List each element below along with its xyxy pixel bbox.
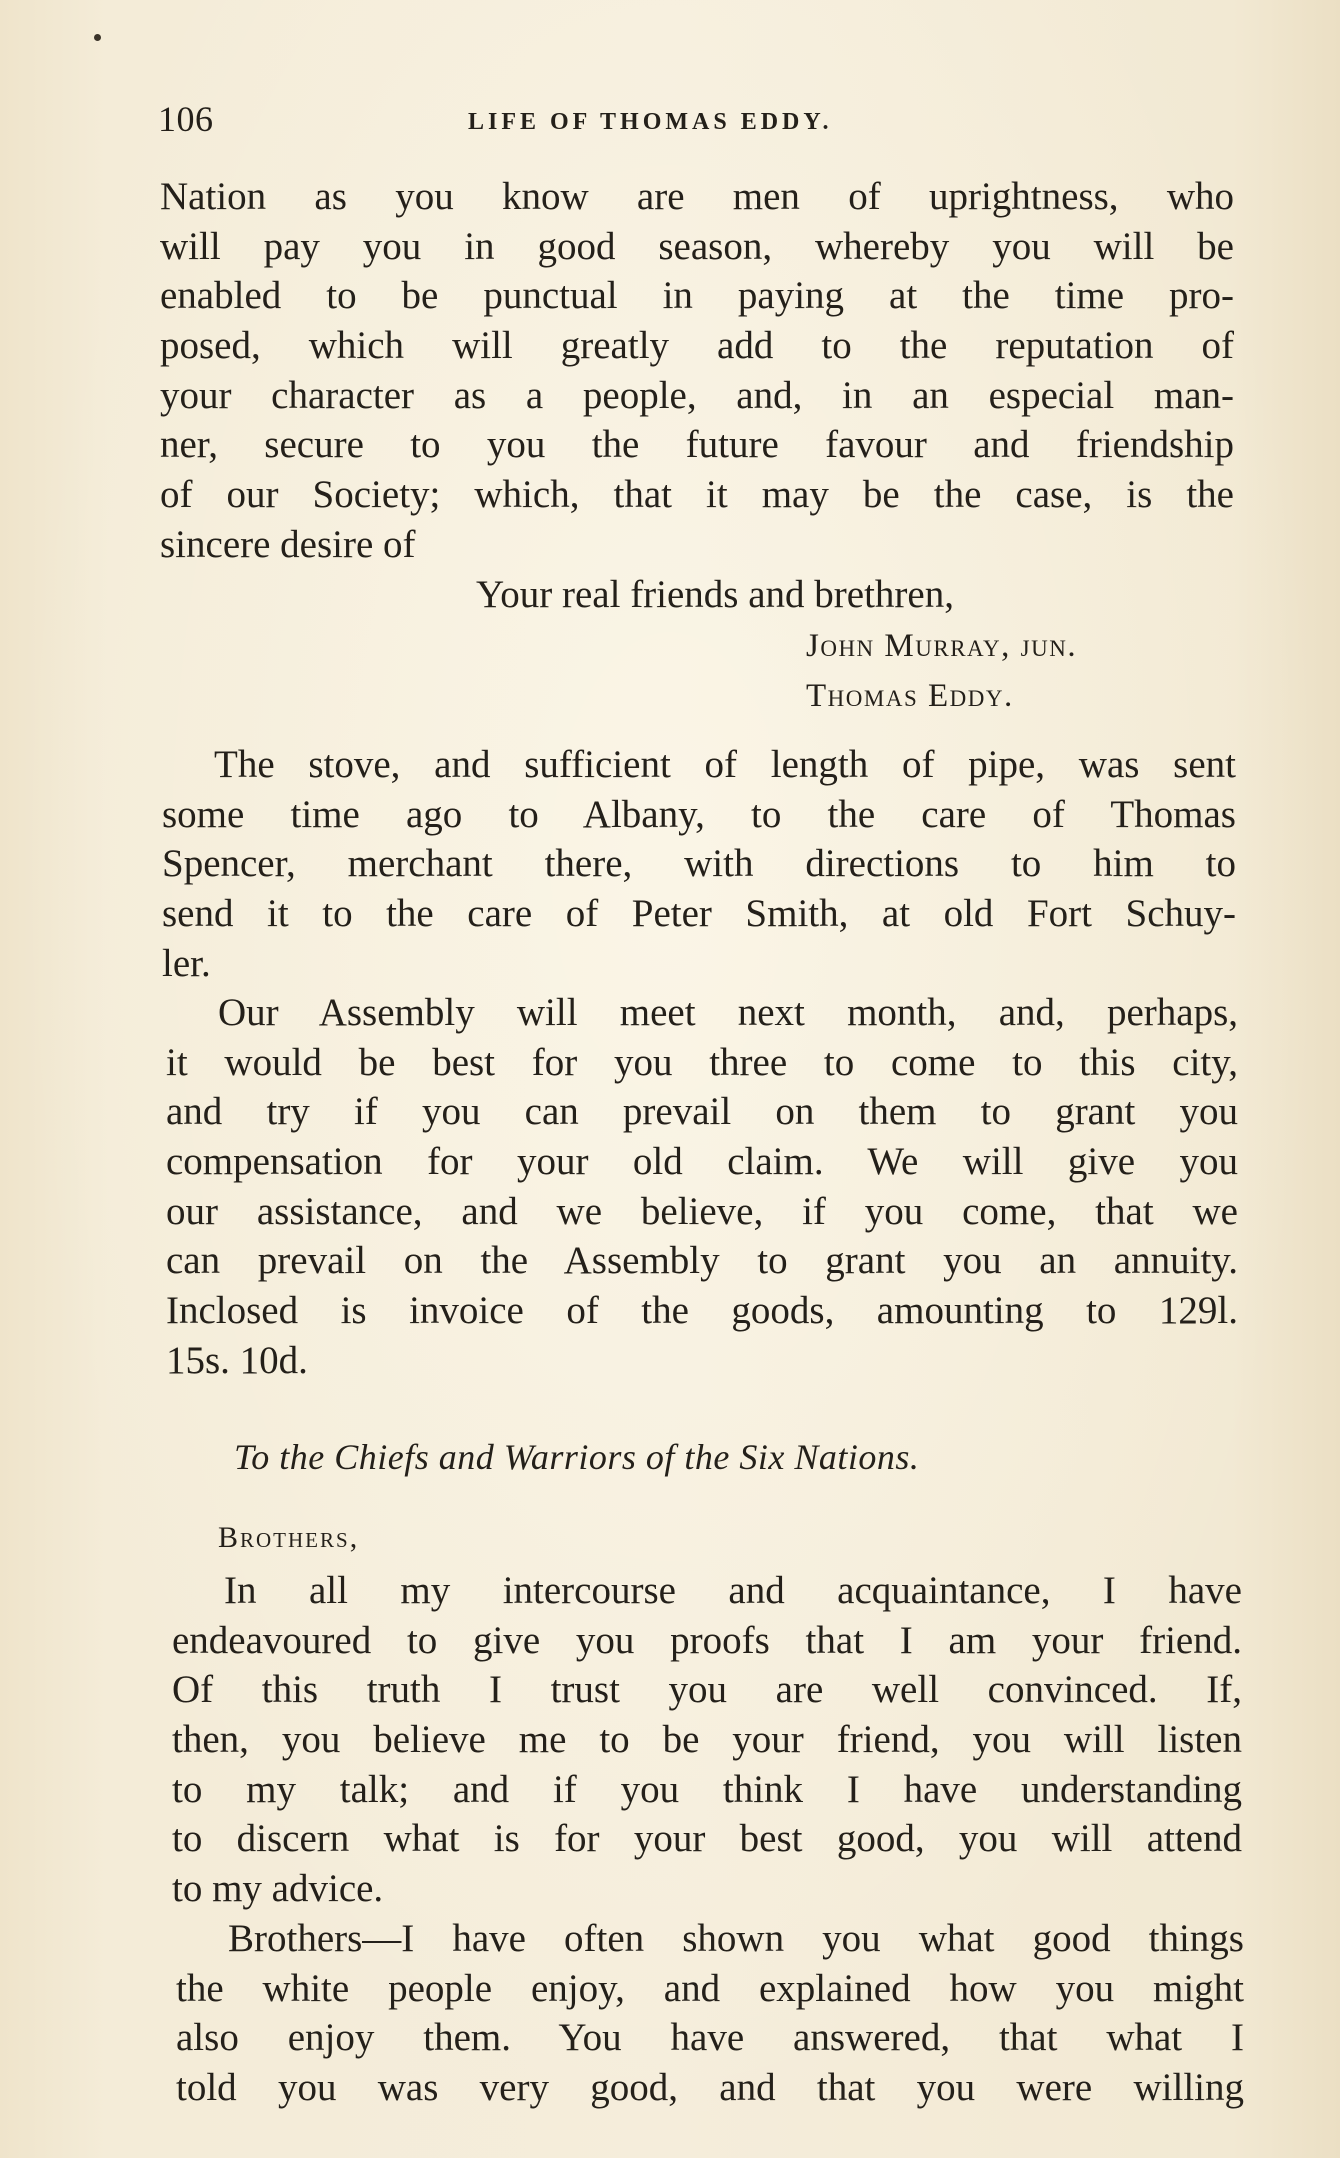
text-line: ner, secure to you the future favour and friendship [160, 423, 1234, 467]
text-line: compensation for your old claim. We will give you [166, 1140, 1238, 1184]
text-line: to my talk; and if you think I have understanding [172, 1767, 1242, 1811]
signature-thomas-eddy: Thomas Eddy. [806, 678, 1014, 714]
ink-speck [94, 34, 101, 41]
text-line: told you was very good, and that you were willing [176, 2066, 1244, 2110]
text-line: posed, which will greatly add to the reputation of [160, 324, 1234, 368]
text-line: can prevail on the Assembly to grant you an annuity. [166, 1239, 1238, 1283]
paragraph-continuation [160, 172, 1234, 570]
text-line: to my advice. [172, 1867, 384, 1911]
text-line: Of this truth I trust you are well convinced. If, [172, 1668, 1242, 1712]
text-line: Our Assembly will meet next month, and, perhaps, [218, 991, 1238, 1034]
text-line: also enjoy them. You have answered, that what I [176, 2016, 1244, 2060]
text-line: of our Society; which, that it may be the case, is the [160, 473, 1234, 517]
page-number: 106 [158, 99, 214, 139]
paragraph-assembly [166, 988, 1238, 1386]
paragraph-stove [162, 740, 1236, 988]
text-line: some time ago to Albany, to the care of Thomas [162, 792, 1236, 836]
text-line: Inclosed is invoice of the goods, amounting to 129l. [166, 1289, 1238, 1333]
text-line: then, you believe me to be your friend, you will listen [172, 1718, 1242, 1762]
running-head [158, 96, 1238, 146]
text-line: sincere desire of [160, 522, 416, 566]
text-line: the white people enjoy, and explained how you might [176, 1966, 1244, 2010]
text-line: enabled to be punctual in paying at the time pro- [160, 274, 1234, 318]
text-line: will pay you in good season, whereby you will be [160, 224, 1234, 268]
salutation: Brothers, [218, 1521, 360, 1554]
text-line: our assistance, and we believe, if you come, that we [166, 1189, 1238, 1233]
signature-john-murray: John Murray, jun. [806, 628, 1078, 664]
section-title: To the Chiefs and Warriors of the Six Nations. [234, 1437, 920, 1477]
text-line: Brothers—I have often shown you what good things [228, 1917, 1244, 1960]
paragraph-intercourse [172, 1566, 1242, 1914]
text-line: Nation as you know are men of uprightness, who [160, 175, 1234, 218]
text-line: The stove, and sufficient of length of pipe, was sent [214, 743, 1236, 786]
text-line: to discern what is for your best good, you will attend [172, 1817, 1242, 1861]
paragraph-brothers [176, 1914, 1244, 2113]
letter-closing: Your real friends and brethren, [476, 573, 954, 616]
text-line: In all my intercourse and acquaintance, I have [224, 1569, 1242, 1612]
text-line: send it to the care of Peter Smith, at old Fort Schuy- [162, 892, 1236, 936]
text-line: 15s. 10d. [166, 1338, 308, 1382]
text-line: your character as a people, and, in an especial man- [160, 373, 1234, 417]
text-line: it would be best for you three to come to this city, [166, 1040, 1238, 1084]
text-line: Spencer, merchant there, with directions to him to [162, 842, 1236, 886]
running-title: LIFE OF THOMAS EDDY. [468, 109, 833, 135]
text-line: ler. [162, 941, 211, 985]
text-line: and try if you can prevail on them to grant you [166, 1090, 1238, 1134]
text-line: endeavoured to give you proofs that I am your friend. [172, 1618, 1242, 1662]
